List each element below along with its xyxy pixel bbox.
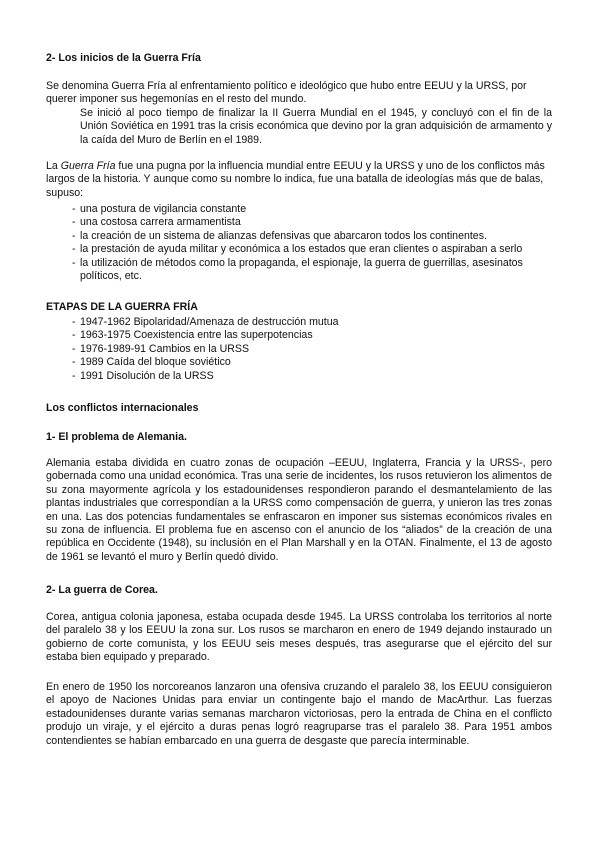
paragraph-alemania: Alemania estaba dividida en cuatro zonas de ocupación –EEUU, Inglaterra, Francia y la URSS-, pero gobernada como una unidad económica. Tras una serie de incidentes, los rusos retuvieron los alimentos de su zona mayormente agrícola y los estadounidenses respondieron parando el desmantelamiento de las plantas industriales que correspondían a la URSS como compensación de guerra, y unieron las tres zonas en una. Las dos potencias fundamentales se enfrascaron en imponer sus sistemas económicos rivales en su zona de influencia. El problema fue en ascenso con el anuncio de los “aliados” de la creación de una república en Occidente (1948), su inclusión en el Plan Marshall y en la OTAN. Finalmente, el 13 de agosto de 1961 se levantó el muro y Berlín quedó divido. — [46, 457, 552, 563]
paragraph-cronologia: Se inició al poco tiempo de finalizar la II Guerra Mundial en el 1945, y concluyó con el fin de la Unión Soviética en 1991 tras la crisis económica que devino por la gran adquisición de armamento y la caída del Muro de Berlín en el 1989. — [80, 107, 552, 146]
section-heading-etapas: ETAPAS DE LA GUERRA FRÍA — [46, 301, 198, 313]
section-heading-alemania: 1- El problema de Alemania. — [46, 431, 187, 443]
pugna-text-after: fue una pugna por la influencia mundial entre EEUU y la URSS y uno de los conflictos más largos de la historia. Y aunque como su nombre lo indica, fue una batalla de ideologías más que de balas, supuso: — [46, 160, 545, 199]
section-heading-conflictos: Los conflictos internacionales — [46, 402, 199, 414]
section-heading-corea: 2- La guerra de Corea. — [46, 584, 158, 596]
list-item: - 1976-1989-91 Cambios en la URSS — [46, 343, 552, 356]
list-item: - una costosa carrera armamentista — [46, 216, 552, 229]
paragraph-pugna — [46, 160, 552, 200]
list-item: - 1989 Caída del bloque soviético — [46, 356, 552, 369]
list-item: - la utilización de métodos como la propaganda, el espionaje, la guerra de guerrillas, asesinatos políticos, etc. — [46, 257, 552, 284]
list-item: - 1963-1975 Coexistencia entre las superpotencias — [46, 329, 552, 342]
paragraph-definicion: Se denomina Guerra Fría al enfrentamiento político e ideológico que hubo entre EEUU y la URSS, por querer imponer sus hegemonías en el resto del mundo. — [46, 80, 527, 106]
paragraph-corea-guerra: En enero de 1950 los norcoreanos lanzaron una ofensiva cruzando el paralelo 38, los EEUU consiguieron el apoyo de Naciones Unidas para enviar un contingente bajo el mando de MacArthur. Las fuerzas estadounidenses durante varias semanas marcharon victoriosas, pero la entrada de China en el conflicto produjo un viraje, y el ejército a duras penas logró reagruparse tras el paralelo 38. Para 1951 ambos contendientes se habían embarcado en una guerra de desgaste que parecía interminable. — [46, 681, 552, 747]
list-item: - la creación de un sistema de alianzas defensivas que abarcaron todos los continentes. — [46, 230, 552, 243]
etapas-list — [46, 316, 552, 383]
list-item: - 1947-1962 Bipolaridad/Amenaza de destrucción mutua — [46, 316, 552, 329]
section-heading-inicios: 2- Los inicios de la Guerra Fría — [46, 52, 201, 64]
list-item: - una postura de vigilancia constante — [46, 203, 552, 216]
supuso-list — [46, 203, 552, 283]
paragraph-corea-ocupacion: Corea, antigua colonia japonesa, estaba ocupada desde 1945. La URSS controlaba los territorios al norte del paralelo 38 y los EEUU la zona sur. Los rusos se marcharon en enero de 1949 dejando instaurado un gobierno de corte comunista, y los EEUU seis meses después, tras asegurarse que el ejército del sur estaba bien equipado y preparado. — [46, 611, 552, 664]
list-item: - la prestación de ayuda militar y económica a los estados que eran clientes o aspiraban a serlo — [46, 243, 552, 256]
list-item: - 1991 Disolución de la URSS — [46, 370, 552, 383]
pugna-text-emphasis: Guerra Fría — [60, 160, 116, 172]
pugna-text-before: La — [46, 160, 61, 172]
